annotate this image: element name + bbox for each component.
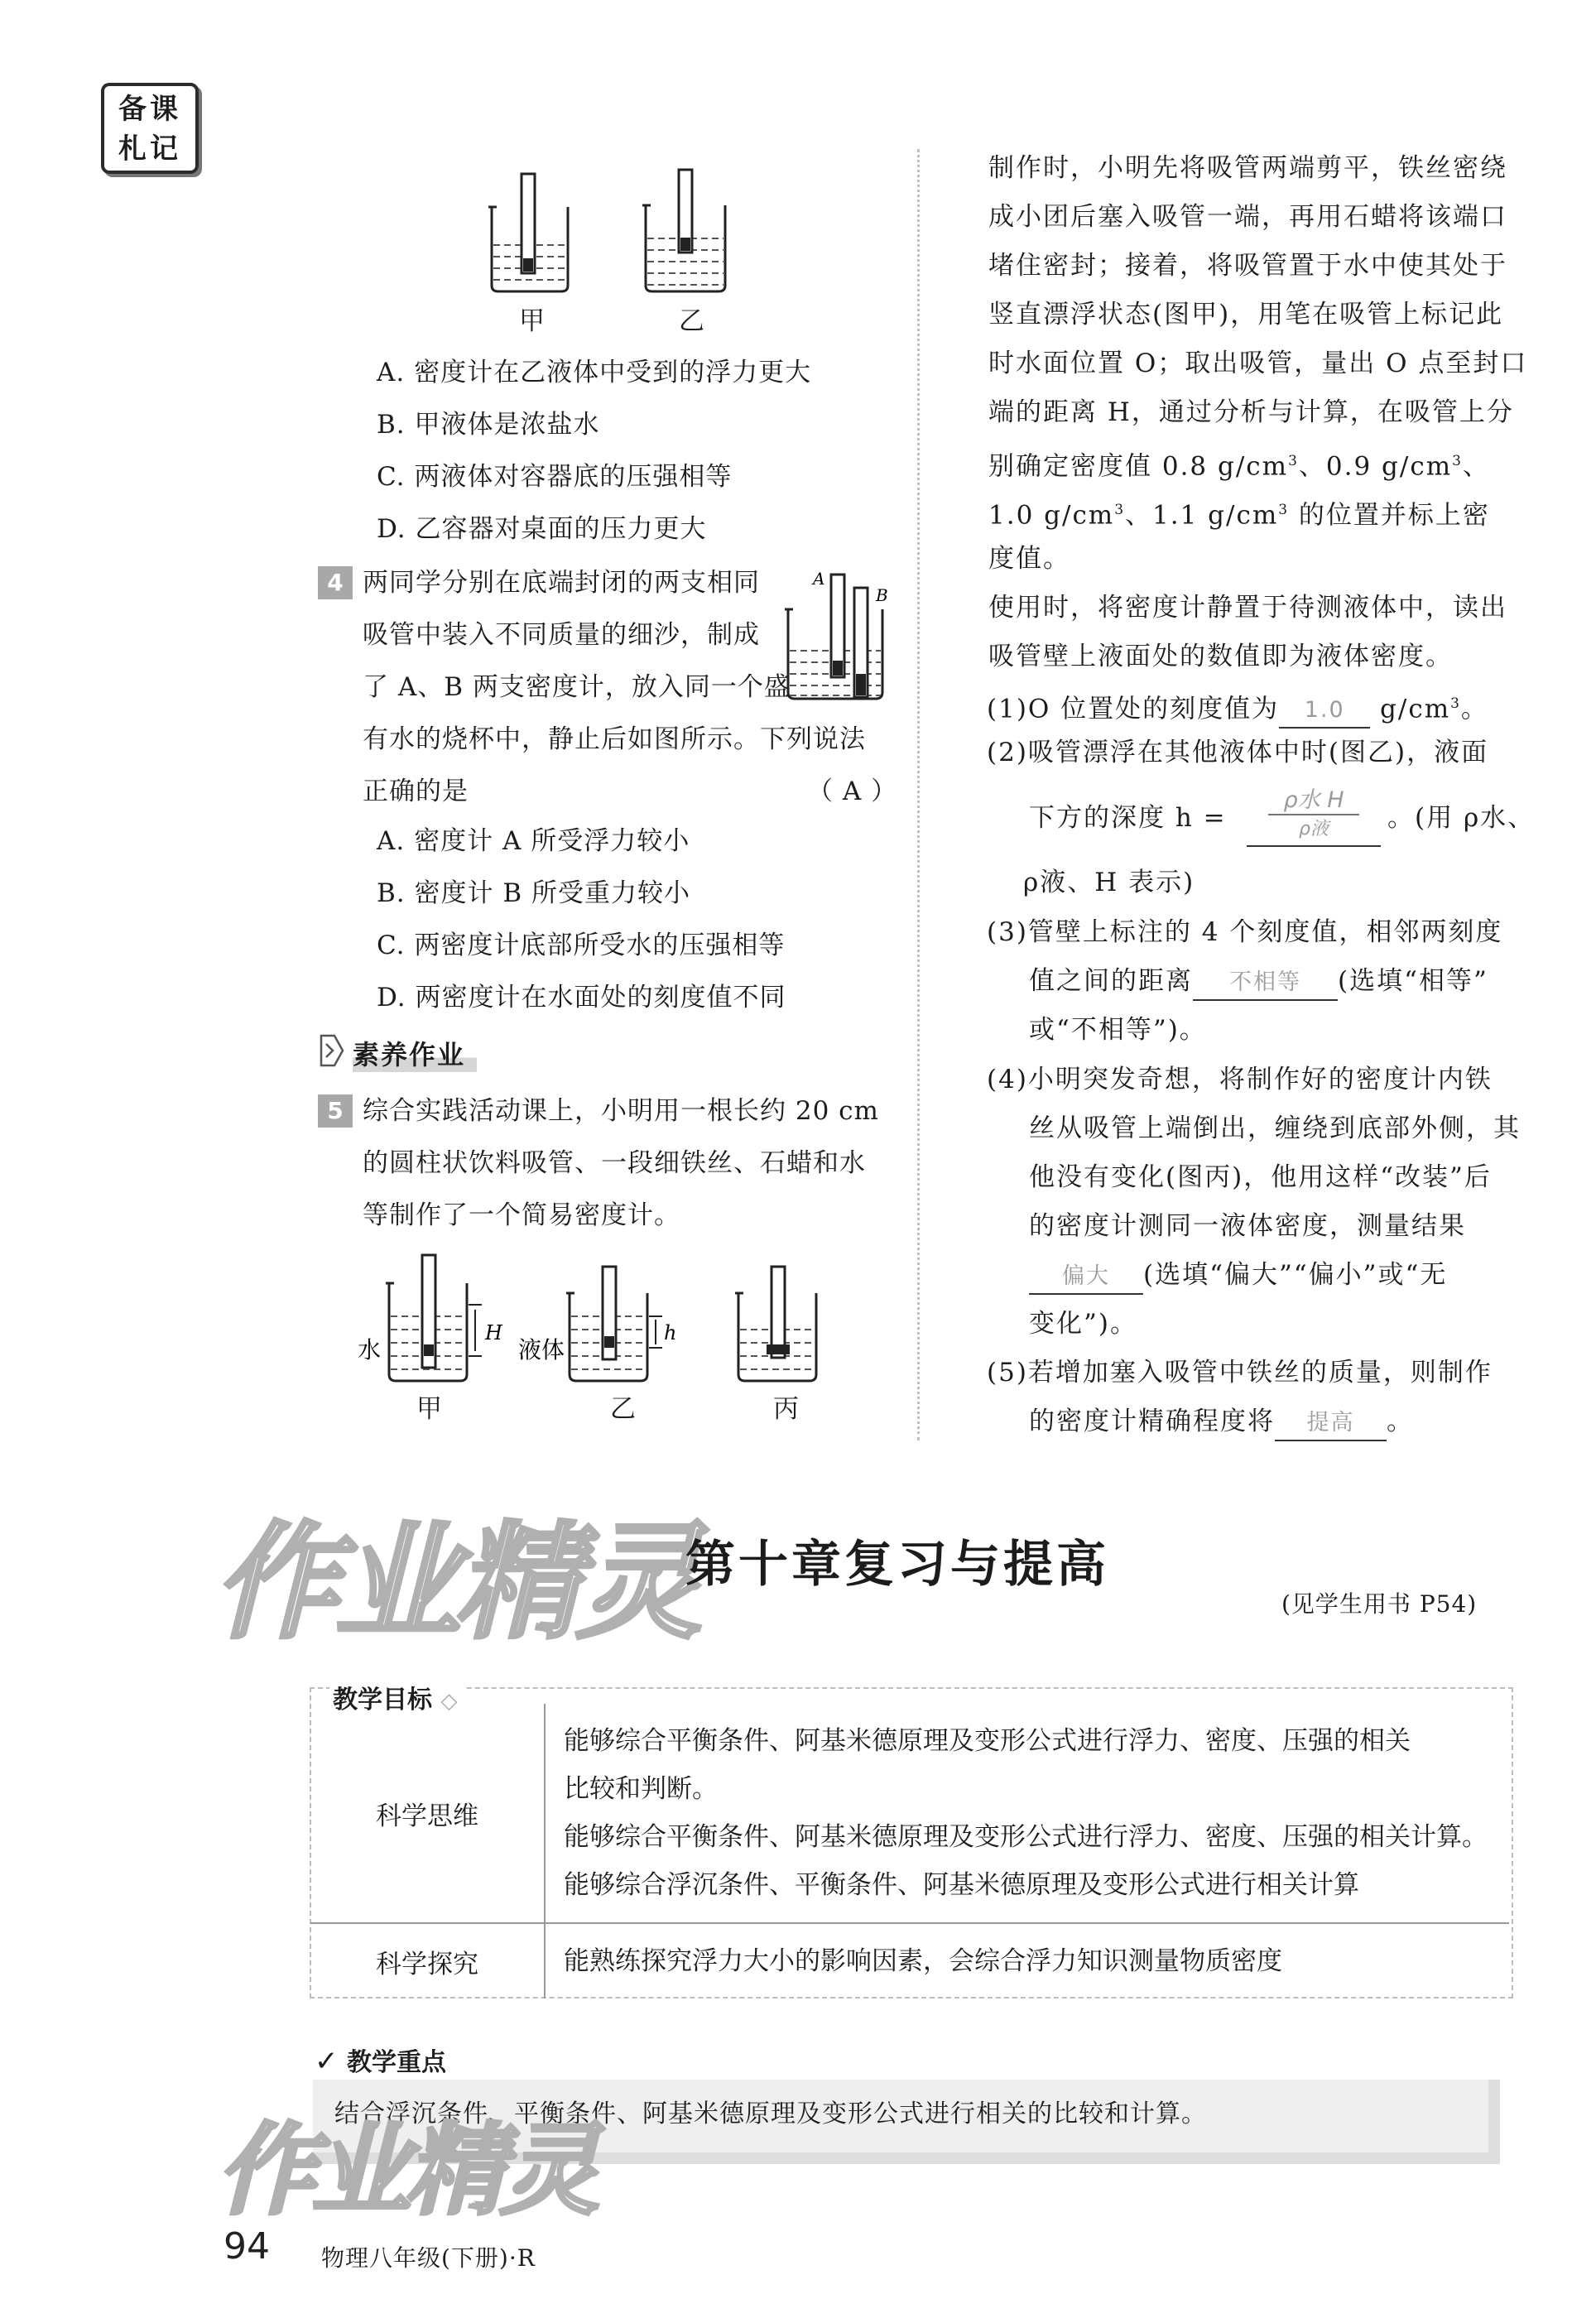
column-divider — [917, 149, 920, 1440]
goal-item: 能够综合平衡条件、阿基米德原理及变形公式进行浮力、密度、压强的相关计算。 — [564, 1822, 1488, 1852]
teaching-goals-heading-text: 教学目标 — [333, 1686, 432, 1715]
notes-stamp — [101, 83, 199, 174]
book-title: 物理八年级(下册)·R — [321, 2244, 536, 2272]
goal-row-inquiry — [310, 1923, 1509, 1998]
q3-option-b: B. 甲液体是浓盐水 — [377, 410, 600, 440]
sub-q5-prefix: 的密度计精确程度将 — [1029, 1407, 1275, 1436]
right-para1-line-1: 制作时，小明先将吸管两端剪平，铁丝密绕 — [988, 153, 1507, 183]
goal-item: 比较和判断。 — [564, 1774, 718, 1804]
sub-q4-suffix: (选填“偏大”“偏小”或“无 — [1143, 1260, 1448, 1290]
goal-items-thinking — [545, 1704, 1509, 1923]
q5-fig-liquid-label: 液体 — [518, 1336, 565, 1364]
q5-fig-label-jia: 甲 — [416, 1394, 443, 1424]
sub-question-1: (1)O 位置处的刻度值为 1.0 $g/cm^3$。 — [987, 687, 1488, 729]
q4-stem-line-5: 正确的是 — [363, 777, 469, 806]
sub-question-4-line-2: 丝从吸管上端倒出，缠绕到底部外侧，其 — [1029, 1113, 1521, 1143]
q3-option-c: C. 两液体对容器底的压强相等 — [377, 462, 733, 492]
diamond-icon: ◇ — [440, 1689, 458, 1714]
section-label — [315, 1031, 536, 1070]
chapter-title: 第十章复习与提高 — [685, 1536, 1109, 1594]
q4-stem-line-2: 吸管中装入不同质量的细沙，制成 — [363, 620, 760, 650]
q4-option-b: B. 密度计 B 所受重力较小 — [377, 878, 690, 908]
sub-q3-suffix: (选填“相等” — [1338, 966, 1488, 996]
q5-densimeter-figure — [356, 1250, 902, 1407]
q4-stem-line-1: 两同学分别在底端封闭的两支相同 — [363, 568, 760, 598]
right-para2-line-2: 吸管壁上液面处的数值即为液体密度。 — [988, 642, 1453, 671]
reference-note: (见学生用书 P54) — [1281, 1590, 1478, 1618]
q5-stem-line-1: 综合实践活动课上，小明用一根长约 20 cm — [363, 1096, 879, 1126]
stamp-line-1: 备课 — [118, 93, 181, 126]
right-para2-line-1: 使用时，将密度计静置于待测液体中，读出 — [988, 593, 1507, 623]
q5-number-badge: 5 — [318, 1094, 353, 1128]
q4-answer: （ A ） — [807, 777, 898, 806]
sub-q5-suffix: 。 — [1387, 1407, 1414, 1436]
right-para1-line-3: 堵住密封；接着，将吸管置于水中使其处于 — [988, 251, 1507, 281]
sub-q1-answer: 1.0 — [1279, 694, 1370, 729]
right-para1-line-2: 成小团后塞入吸管一端，再用石蜡将该端口 — [988, 202, 1507, 232]
q4-option-d: D. 两密度计在水面处的刻度值不同 — [377, 983, 786, 1012]
sub-question-4-line-4: 的密度计测同一液体密度，测量结果 — [1029, 1211, 1466, 1241]
goal-item: 能熟练探究浮力大小的影响因素，会综合浮力知识测量物质密度 — [564, 1946, 1282, 1976]
sub-q1-unit: g/cm — [1380, 694, 1451, 724]
check-icon: ✓ — [315, 2045, 339, 2078]
q4-number-badge: 4 — [318, 566, 353, 599]
sub-question-4-line-1: (4)小明突发奇想，将制作好的密度计内铁 — [987, 1065, 1493, 1094]
sub-question-4-line-6: 变化”)。 — [1029, 1309, 1137, 1339]
teaching-focus-heading — [315, 2042, 446, 2078]
right-para1-end: 度值。 — [988, 544, 1070, 574]
right-para1-line-6: 端的距离 H，通过分析与计算，在吸管上分 — [988, 397, 1514, 427]
sub-q3-prefix: 值之间的距离 — [1029, 966, 1193, 996]
q3-fig-label-jia: 甲 — [519, 306, 546, 336]
q4-fig-label-a: A — [813, 569, 825, 589]
sub-question-4-line-5 — [1029, 1258, 1447, 1295]
q3-fig-label-yi: 乙 — [679, 306, 705, 336]
goal-category-inquiry: 科学探究 — [310, 1923, 545, 1998]
q5-fig-h-lower: h — [664, 1321, 677, 1344]
q5-fig-label-bing: 丙 — [773, 1394, 800, 1424]
q4-fig-label-b: B — [876, 585, 888, 605]
q4-option-c: C. 两密度计底部所受水的压强相等 — [377, 931, 786, 960]
sub-q4-answer: 偏大 — [1029, 1260, 1143, 1295]
q4-beaker-figure — [778, 568, 894, 705]
sub-question-3-line-1: (3)管壁上标注的 4 个刻度值，相邻两刻度 — [987, 917, 1503, 947]
sub-question-4-line-3: 他没有变化(图丙)，他用这样“改装”后 — [1029, 1162, 1492, 1192]
sub-question-3-line-3: 或“不相等”)。 — [1029, 1015, 1207, 1045]
sub-q2-line-3: ρ液、H 表示) — [1023, 868, 1195, 897]
right-para1-line-4: 竖直漂浮状态(图甲)，用笔在吸管上标记此 — [988, 300, 1504, 329]
teaching-goals-table — [310, 1704, 1509, 1998]
stamp-line-2: 札记 — [118, 132, 181, 166]
goal-category-thinking: 科学思维 — [310, 1704, 545, 1923]
footer-watermark-logo: 作业精灵 — [217, 2114, 594, 2229]
q5-fig-label-yi: 乙 — [610, 1394, 637, 1424]
sub-q2-denominator: ρ液 — [1299, 819, 1329, 839]
section-label-text: 素养作业 — [353, 1034, 477, 1072]
q5-stem-line-3: 等制作了一个简易密度计。 — [363, 1200, 680, 1230]
sub-q1-prefix: (1)O 位置处的刻度值为 — [987, 694, 1280, 724]
page-number: 94 — [224, 2225, 270, 2268]
density-values-line-2: 1.0 $g/cm^3$、1.1 $g/cm^3$ 的位置并标上密 — [988, 500, 1490, 531]
q5-stem-line-2: 的圆柱状饮料吸管、一段细铁丝、石蜡和水 — [363, 1148, 866, 1178]
q5-fig-water-label: 水 — [358, 1336, 382, 1364]
q5-fig-h-upper: H — [485, 1321, 502, 1344]
teaching-focus-text: 结合浮沉条件、平衡条件、阿基米德原理及变形公式进行相关的比较和计算。 — [334, 2099, 1207, 2128]
sub-question-5-line-1: (5)若增加塞入吸管中铁丝的质量，则制作 — [987, 1358, 1493, 1388]
sub-question-5-line-2 — [1029, 1405, 1414, 1441]
sub-q2-suffix: 。(用 ρ水、 — [1387, 803, 1536, 833]
sub-q5-answer: 提高 — [1275, 1407, 1387, 1441]
sub-question-3-line-2 — [1029, 964, 1488, 1001]
q3-option-a: A. 密度计在乙液体中受到的浮力更大 — [377, 358, 812, 387]
q4-stem-line-3: 了 A、B 两支密度计，放入同一个盛 — [363, 672, 791, 702]
q3-option-d: D. 乙容器对桌面的压力更大 — [377, 514, 707, 544]
density-values-line-1: 别确定密度值 0.8 $g/cm^3$、0.9 $g/cm^3$、 — [988, 451, 1490, 482]
sub-q2-fraction — [1247, 782, 1381, 847]
q3-beakers-figure — [480, 166, 745, 306]
q4-option-a: A. 密度计 A 所受浮力较小 — [377, 826, 690, 856]
q4-stem-line-4: 有水的烧杯中，静止后如图所示。下列说法 — [363, 724, 866, 754]
goal-items-inquiry — [545, 1923, 1509, 1998]
sub-question-2-line-1: (2)吸管漂浮在其他液体中时(图乙)，液面 — [987, 738, 1489, 767]
sub-q2-numerator: ρ水 H — [1268, 782, 1359, 815]
watermark-logo: 作业精灵 — [214, 1509, 697, 1656]
right-para1-line-5: 时水面位置 O；取出吸管，量出 O 点至封口 — [988, 349, 1528, 378]
sub-q3-answer: 不相等 — [1193, 966, 1338, 1001]
goal-item: 能够综合平衡条件、阿基米德原理及变形公式进行浮力、密度、压强的相关 — [564, 1726, 1411, 1756]
goal-item: 能够综合浮沉条件、平衡条件、阿基米德原理及变形公式进行相关计算 — [564, 1870, 1359, 1900]
pencil-icon — [315, 1032, 348, 1069]
teaching-focus-heading-text: 教学重点 — [346, 2048, 446, 2077]
goal-row-thinking — [310, 1704, 1509, 1923]
sub-q2-prefix: 下方的深度 h = — [1029, 803, 1227, 833]
